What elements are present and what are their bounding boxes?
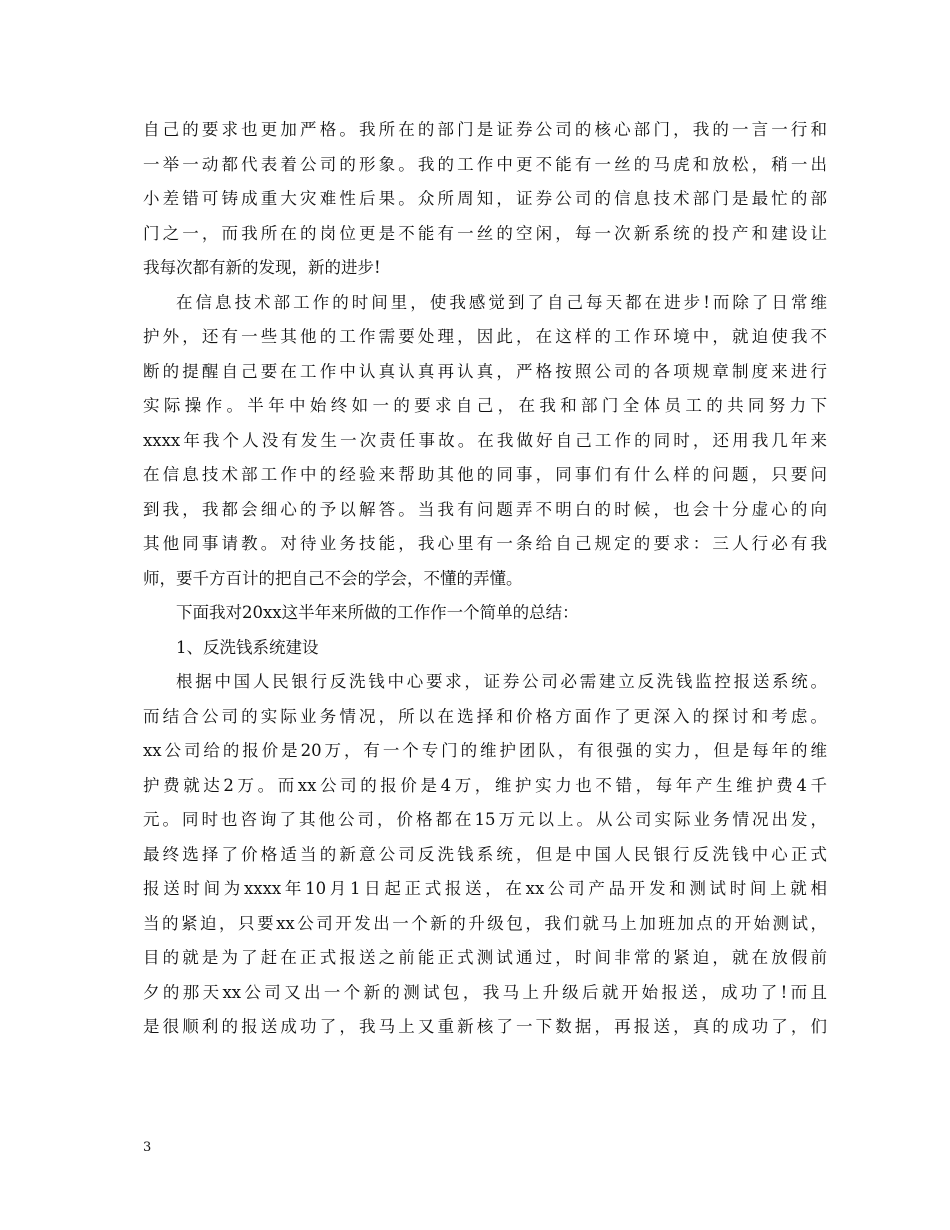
text-line: 师，要千方百计的把自己不会的学会，不懂的弄懂。 (143, 568, 523, 588)
text-line: 报送时间为xxxx年10月1日起正式报送，在xx公司产品开发和测试时间上就相 (143, 879, 827, 898)
text-line: 一举一动都代表着公司的形象。我的工作中更不能有一丝的马虎和放松，稍一出 (143, 154, 827, 174)
text-line: 我每次都有新的发现，新的进步! (143, 258, 381, 277)
text-line: 到我，我都会细心的予以解答。当我有问题弄不明白的时候，也会十分虚心的向 (143, 499, 827, 519)
text-line: 自己的要求也更加严格。我所在的部门是证券公司的核心部门，我的一言一行和 (143, 120, 827, 139)
text-line: 根据中国人民银行反洗钱中心要求，证券公司必需建立反洗钱监控报送系统。 (176, 672, 827, 691)
text-line: xx公司给的报价是20万，有一个专门的维护团队，有很强的实力，但是每年的维 (143, 741, 827, 760)
text-line: 目的就是为了赶在正式报送之前能正式测试通过，时间非常的紧迫，就在放假前 (143, 948, 827, 967)
text-line: 下面我对20xx这半年来所做的工作作一个简单的总结： (176, 603, 579, 622)
text-line: 断的提醒自己要在工作中认真认真再认真，严格按照公司的各项规章制度来进行 (143, 361, 827, 381)
text-line: 最终选择了价格适当的新意公司反洗钱系统，但是中国人民银行反洗钱中心正式 (143, 844, 827, 864)
text-line: 而结合公司的实际业务情况，所以在选择和价格方面作了更深入的探讨和考虑。 (143, 706, 827, 726)
text-line: 门之一，而我所在的岗位更是不能有一丝的空闲，每一次新系统的投产和建设让 (143, 223, 827, 243)
body-text (143, 113, 827, 1045)
page-number: 3 (143, 1140, 152, 1155)
text-line: 护费就达2万。而xx公司的报价是4万，维护实力也不错，每年产生维护费4千 (143, 775, 827, 795)
text-line: 小差错可铸成重大灾难性后果。众所周知，证券公司的信息技术部门是最忙的部 (143, 189, 827, 208)
text-line: 实际操作。半年中始终如一的要求自己，在我和部门全体员工的共同努力下 (143, 396, 827, 415)
text-line: 在信息技术部工作的时间里，使我感觉到了自己每天都在进步!而除了日常维 (176, 292, 827, 312)
text-line: 当的紧迫，只要xx公司开发出一个新的升级包，我们就马上加班加点的开始测试， (143, 913, 827, 933)
text-line: xxxx年我个人没有发生一次责任事故。在我做好自己工作的同时，还用我几年来 (143, 430, 827, 450)
text-line: 护外，还有一些其他的工作需要处理，因此，在这样的工作环境中，就迫使我不 (143, 327, 827, 346)
text-line: 是很顺利的报送成功了，我马上又重新核了一下数据，再报送，真的成功了，们 (143, 1017, 827, 1036)
text-line: 其他同事请教。对待业务技能，我心里有一条给自己规定的要求：三人行必有我 (143, 534, 827, 553)
text-line: 1、反洗钱系统建设 (176, 637, 319, 657)
text-line: 夕的那天xx公司又出一个新的测试包，我马上升级后就开始报送，成功了!而且 (143, 982, 827, 1002)
text-line: 元。同时也咨询了其他公司，价格都在15万元以上。从公司实际业务情况出发， (143, 810, 827, 829)
text-line: 在信息技术部工作中的经验来帮助其他的同事，同事们有什么样的问题，只要问 (143, 465, 827, 484)
